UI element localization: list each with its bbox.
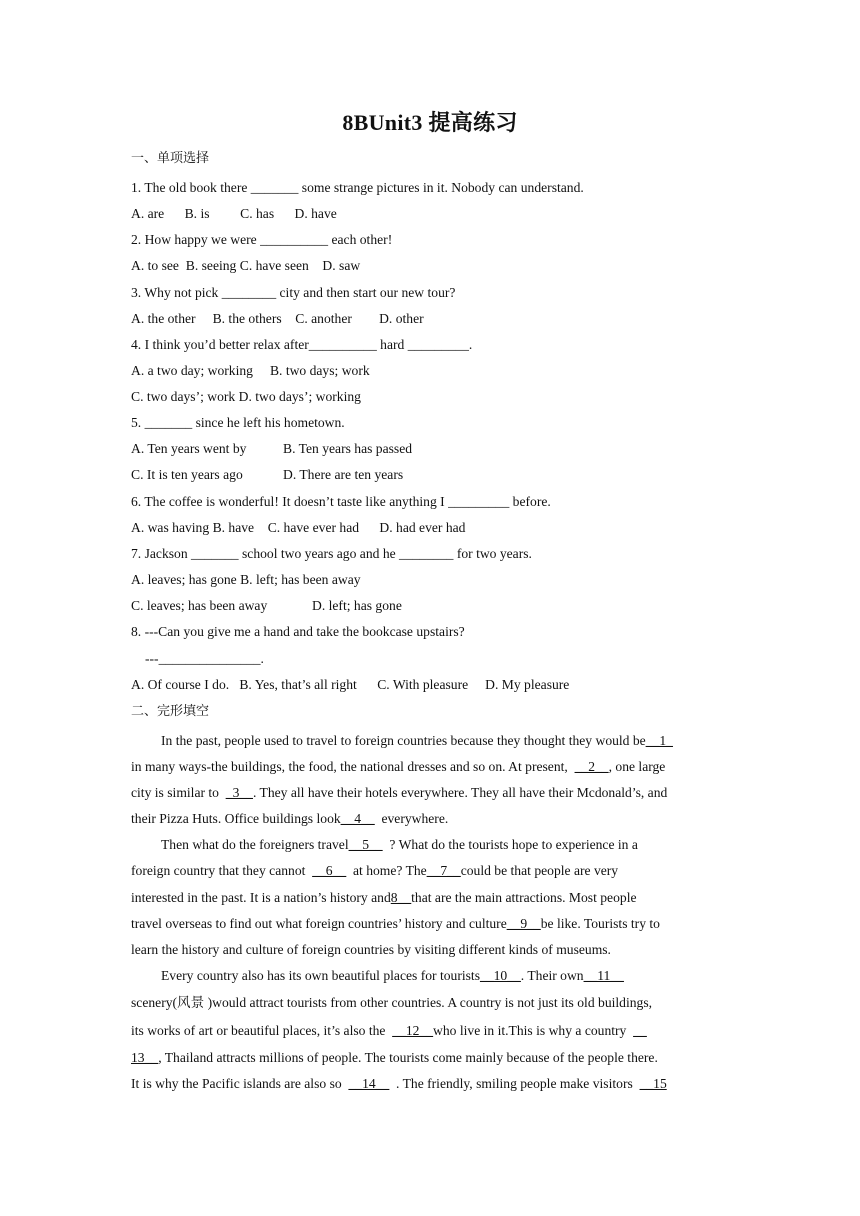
text: Every country also has its own beautiful places for tourists xyxy=(161,968,481,983)
question-4-options-row-2 xyxy=(131,388,361,406)
question-7-options-row-1 xyxy=(131,571,361,589)
question-2: 2. How happy we were __________ each other! xyxy=(131,232,393,247)
option-a: A. Of course I do. xyxy=(131,677,230,692)
question-3: 3. Why not pick ________ city and then start our new tour? xyxy=(131,285,456,300)
question-7-options-row-2 xyxy=(131,597,402,615)
question-2-options xyxy=(131,257,360,275)
blank-11: __11__ xyxy=(583,968,624,983)
text: be like. Tourists try to xyxy=(540,916,660,931)
blank-7: __7__ xyxy=(426,863,461,878)
paragraph-3-line-1 xyxy=(161,967,624,985)
paragraph-1-line-3 xyxy=(131,784,667,802)
option-d: D. saw xyxy=(322,258,361,273)
option-b: B. Ten years has passed xyxy=(283,441,413,456)
option-c: C. leaves; has been away xyxy=(131,598,268,613)
blank-1: __1_ xyxy=(645,733,673,748)
option-a: A. leaves; has gone xyxy=(131,572,237,587)
blank-9: __9__ xyxy=(506,916,541,931)
option-b: B. is xyxy=(184,206,210,221)
paragraph-3-line-4 xyxy=(131,1049,658,1067)
option-c: C. has xyxy=(240,206,275,221)
option-d: D. There are ten years xyxy=(283,467,404,482)
text: It is why the Pacific islands are also so xyxy=(131,1076,342,1091)
paragraph-3-line-2: scenery(风景 )would attract tourists from other countries. A country is not just its old buildings, xyxy=(131,995,653,1010)
blank-10: __10__ xyxy=(480,968,521,983)
paragraph-1-line-1 xyxy=(161,732,673,750)
question-5-options-row-2 xyxy=(131,466,403,484)
text: . Their own xyxy=(520,968,584,983)
option-d: D. have xyxy=(294,206,337,221)
text: , one large xyxy=(608,759,666,774)
text: . The friendly, smiling people make visitors xyxy=(396,1076,633,1091)
blank-13-end: 13__ xyxy=(131,1050,159,1065)
option-c: C. have ever had xyxy=(267,520,360,535)
paragraph-2-line-5: learn the history and culture of foreign countries by visiting different kinds of museums. xyxy=(131,942,611,957)
text: everywhere. xyxy=(381,811,449,826)
option-b: B. the others xyxy=(212,311,282,326)
paragraph-1-line-2 xyxy=(131,758,665,776)
question-8-options xyxy=(131,676,569,694)
paragraph-2-line-2 xyxy=(131,862,618,880)
option-a: A. a two day; working xyxy=(131,363,253,378)
blank-5: __5__ xyxy=(348,837,383,852)
question-1: 1. The old book there _______ some strange pictures in it. Nobody can understand. xyxy=(131,180,584,195)
option-a: A. the other xyxy=(131,311,196,326)
option-b: B. two days; work xyxy=(269,363,370,378)
option-a: A. Ten years went by xyxy=(131,441,247,456)
text: interested in the past. It is a nation’s history and xyxy=(131,890,391,905)
text: who live in it.This is why a country xyxy=(433,1023,627,1038)
text: in many ways-the buildings, the food, the national dresses and so on. At present, xyxy=(131,759,568,774)
text: their Pizza Huts. Office buildings look xyxy=(131,811,341,826)
option-a: A. was having xyxy=(131,520,210,535)
text: at home? The xyxy=(352,863,427,878)
paragraph-2-line-1 xyxy=(161,836,638,854)
question-8-reply: ---_______________. xyxy=(145,651,264,666)
question-7: 7. Jackson _______ school two years ago and he ________ for two years. xyxy=(131,546,532,561)
option-b: B. seeing xyxy=(185,258,237,273)
text: that are the main attractions. Most people xyxy=(411,890,637,905)
blank-13-start: __ xyxy=(633,1023,647,1038)
text: travel overseas to find out what foreign countries’ history and culture xyxy=(131,916,507,931)
option-a: A. are xyxy=(131,206,165,221)
question-1-options xyxy=(131,205,337,223)
section-heading-multiple-choice: 一、单项选择 xyxy=(131,151,210,166)
option-c: C. It is ten years ago xyxy=(131,467,243,482)
option-b: B. Yes, that’s all right xyxy=(239,677,357,692)
question-3-options xyxy=(131,310,424,328)
question-4: 4. I think you’d better relax after__________ hard _________. xyxy=(131,337,473,352)
option-c: C. With pleasure xyxy=(377,677,469,692)
text: foreign country that they cannot xyxy=(131,863,306,878)
question-5: 5. _______ since he left his hometown. xyxy=(131,415,345,430)
paragraph-3-line-5 xyxy=(131,1075,667,1093)
option-d: D. two days’; working xyxy=(238,389,361,404)
question-4-options-row-1 xyxy=(131,362,370,380)
question-5-options-row-1 xyxy=(131,440,412,458)
question-6: 6. The coffee is wonderful! It doesn’t taste like anything I _________ before. xyxy=(131,494,551,509)
option-b: B. left; has been away xyxy=(240,572,361,587)
option-d: D. My pleasure xyxy=(485,677,570,692)
blank-14: __14__ xyxy=(348,1076,390,1091)
option-c: C. have seen xyxy=(239,258,309,273)
option-d: D. left; has gone xyxy=(312,598,402,613)
blank-8: 8__ xyxy=(390,890,412,905)
option-d: D. had ever had xyxy=(379,520,466,535)
option-c: C. two days’; work xyxy=(131,389,236,404)
section-heading-cloze: 二、完形填空 xyxy=(131,704,210,719)
text: . They all have their hotels everywhere. They all have their Mcdonald’s, and xyxy=(252,785,668,800)
option-d: D. other xyxy=(379,311,424,326)
blank-4: __4__ xyxy=(340,811,375,826)
blank-3: _3__ xyxy=(225,785,253,800)
text: city is similar to xyxy=(131,785,219,800)
question-6-options xyxy=(131,519,465,537)
option-c: C. another xyxy=(295,311,352,326)
paragraph-2-line-3 xyxy=(131,889,637,907)
option-a: A. to see xyxy=(131,258,179,273)
blank-12: __12__ xyxy=(392,1023,434,1038)
page-title: 8BUnit3 提高练习 xyxy=(342,110,518,135)
text: Then what do the foreigners travel xyxy=(161,837,349,852)
text: its works of art or beautiful places, it’s also the xyxy=(131,1023,386,1038)
paragraph-2-line-4 xyxy=(131,915,660,933)
text: ? What do the tourists hope to experience in a xyxy=(389,837,638,852)
question-8: 8. ---Can you give me a hand and take the bookcase upstairs? xyxy=(131,624,465,639)
blank-6: __6__ xyxy=(312,863,347,878)
blank-15: __15 xyxy=(639,1076,667,1091)
text: In the past, people used to travel to foreign countries because they thought they would be xyxy=(161,733,646,748)
text: , Thailand attracts millions of people. The tourists come mainly because of the people there. xyxy=(158,1050,658,1065)
text: could be that people are very xyxy=(460,863,619,878)
blank-2: __2__ xyxy=(574,759,609,774)
paragraph-3-line-3 xyxy=(131,1022,647,1040)
option-b: B. have xyxy=(212,520,255,535)
paragraph-1-line-4 xyxy=(131,810,448,828)
